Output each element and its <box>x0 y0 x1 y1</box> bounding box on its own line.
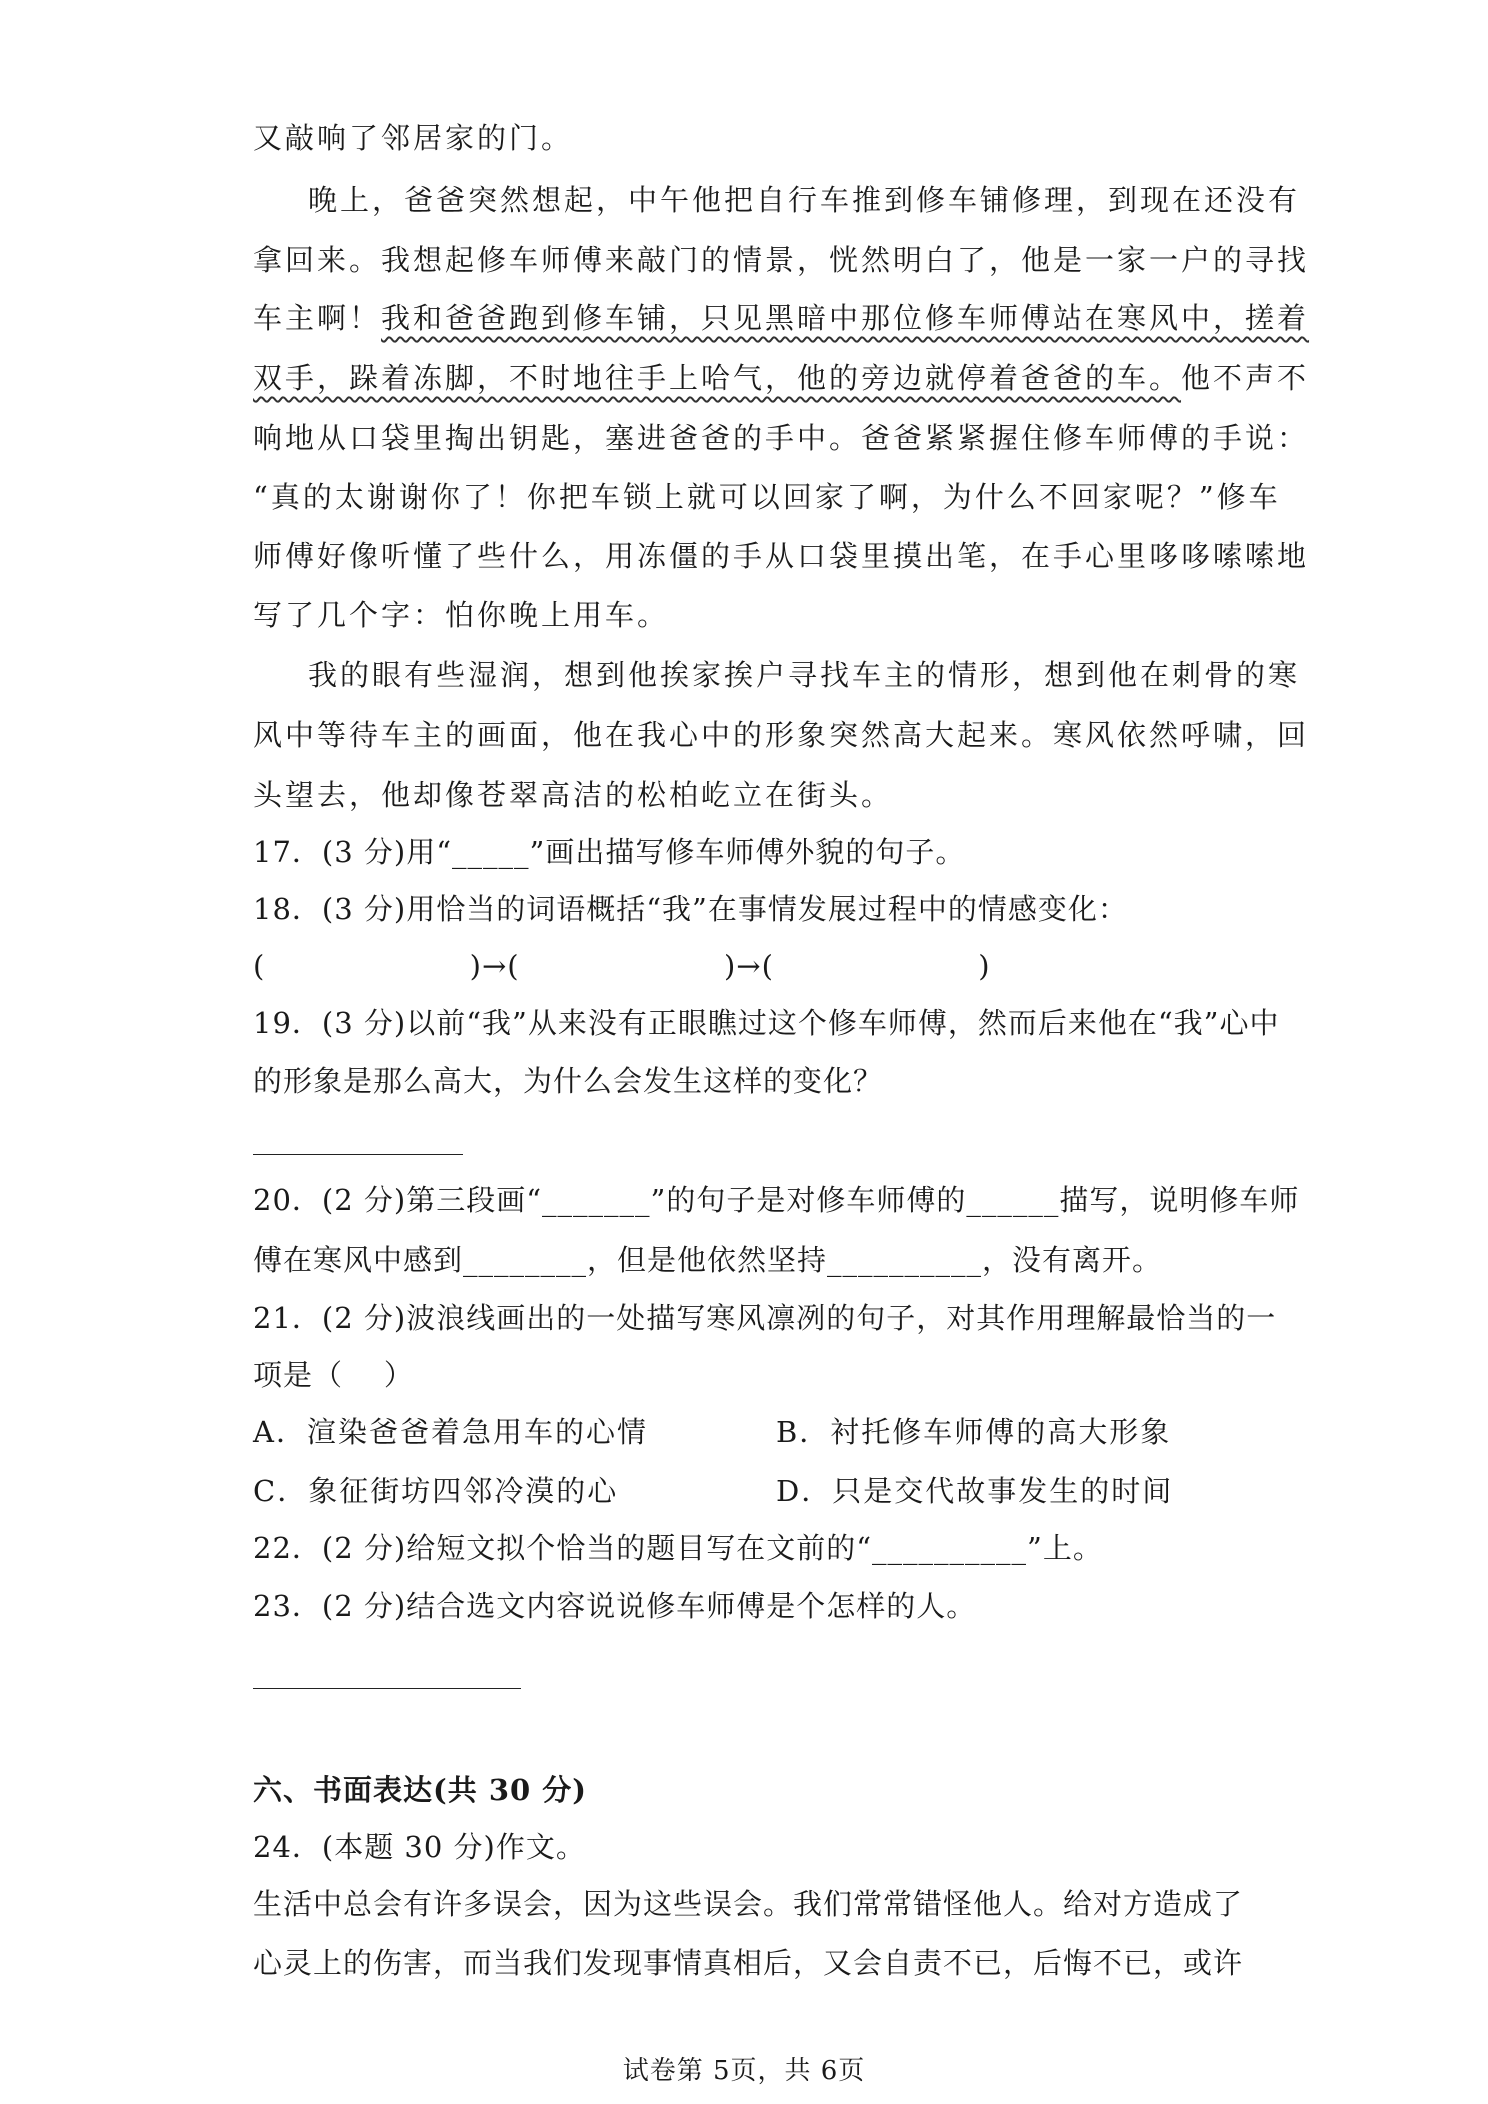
passage-line: 响地从口袋里掏出钥匙，塞进爸爸的手中。爸爸紧紧握住修车师傅的手说： <box>253 421 1310 455</box>
section-heading: 六、书面表达(共 30 分) <box>253 1773 587 1807</box>
answer-line <box>253 1688 521 1689</box>
passage-line: 风中等待车主的画面，他在我心中的形象突然高大起来。寒风依然呼啸，回 <box>253 718 1310 752</box>
passage-line <box>253 298 1310 338</box>
question-19: 19．(3 分)以前“我”从来没有正眼瞧过这个修车师傅，然而后来他在“我”心中 <box>253 1006 1280 1040</box>
passage-line: 又敲响了邻居家的门。 <box>253 121 574 155</box>
passage-line: “真的太谢谢你了！你把车锁上就可以回家了啊，为什么不回家呢？”修车 <box>253 480 1281 514</box>
essay-prompt-line: 心灵上的伤害，而当我们发现事情真相后，又会自责不已，后悔不已，或许 <box>253 1946 1244 1980</box>
wavy-underlined-sentence: 我和爸爸跑到修车铺，只见黑暗中那位修车师傅站在寒风中，搓着 <box>381 301 1310 335</box>
question-17: 17．(3 分)用“_____”画出描写修车师傅外貌的句子。 <box>253 835 966 869</box>
option-a: A．渲染爸爸着急用车的心情 <box>253 1415 648 1449</box>
passage-line: 晚上，爸爸突然想起，中午他把自行车推到修车铺修理，到现在还没有 <box>308 183 1301 217</box>
option-d: D．只是交代故事发生的时间 <box>776 1474 1174 1508</box>
question-21-cont: 项是（ ） <box>253 1358 414 1392</box>
passage-line: 写了几个字：怕你晚上用车。 <box>253 598 670 632</box>
question-20-cont: 傅在寒风中感到________，但是他依然坚持__________，没有离开。 <box>253 1243 1163 1277</box>
essay-prompt-line: 生活中总会有许多误会，因为这些误会。我们常常错怪他人。给对方造成了 <box>253 1887 1244 1921</box>
question-20: 20．(2 分)第三段画“_______”的句子是对修车师傅的______描写，说明修车师 <box>253 1183 1300 1217</box>
question-18-blanks: ( )→( )→( ) <box>253 949 991 983</box>
question-23: 23．(2 分)结合选文内容说说修车师傅是个怎样的人。 <box>253 1589 977 1623</box>
passage-line: 头望去，他却像苍翠高洁的松柏屹立在街头。 <box>253 778 894 812</box>
question-19-cont: 的形象是那么高大，为什么会发生这样的变化？ <box>253 1064 884 1098</box>
answer-line <box>253 1154 463 1155</box>
option-c: C．象征街坊四邻冷漠的心 <box>253 1474 619 1508</box>
passage-text: 他不声不 <box>1181 361 1310 395</box>
passage-line: 师傅好像听懂了些什么，用冻僵的手从口袋里摸出笔，在手心里哆哆嗦嗦地 <box>253 539 1310 573</box>
page-footer: 试卷第 5页，共 6页 <box>622 2056 866 2086</box>
passage-line: 我的眼有些湿润，想到他挨家挨户寻找车主的情形，想到他在刺骨的寒 <box>308 658 1301 692</box>
passage-line <box>253 358 1310 398</box>
passage-line: 拿回来。我想起修车师傅来敲门的情景，恍然明白了，他是一家一户的寻找 <box>253 243 1310 277</box>
question-18: 18．(3 分)用恰当的词语概括“我”在事情发展过程中的情感变化： <box>253 892 1128 926</box>
passage-text: 车主啊！ <box>253 301 382 335</box>
question-21: 21．(2 分)波浪线画出的一处描写寒风凛冽的句子，对其作用理解最恰当的一 <box>253 1301 1277 1335</box>
question-24: 24．(本题 30 分)作文。 <box>253 1830 586 1864</box>
wavy-underlined-sentence: 双手，跺着冻脚，不时地往手上哈气，他的旁边就停着爸爸的车。 <box>253 361 1182 395</box>
question-22: 22．(2 分)给短文拟个恰当的题目写在文前的“__________”上。 <box>253 1531 1103 1565</box>
option-b: B．衬托修车师傅的高大形象 <box>776 1415 1172 1449</box>
